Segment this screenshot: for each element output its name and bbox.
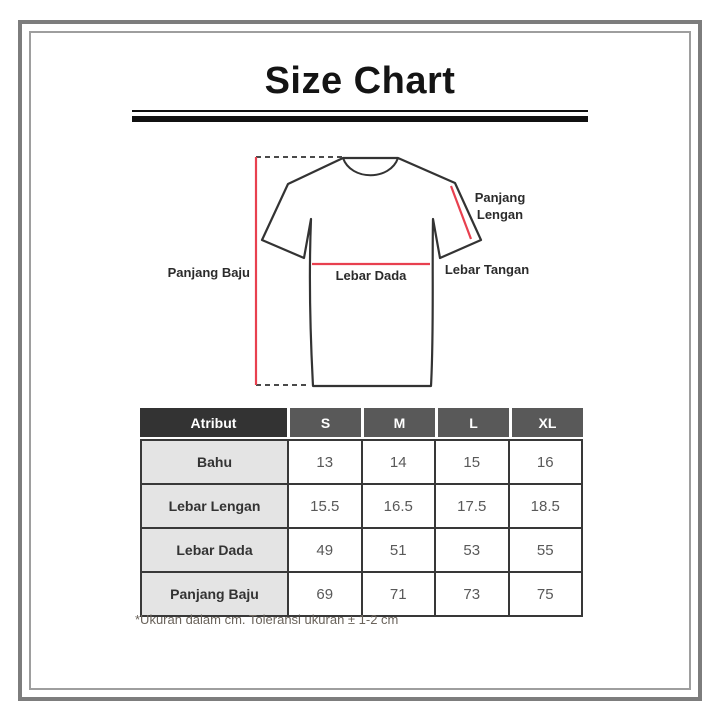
table-row-lebar-lengan <box>142 483 581 527</box>
row-label: Panjang Baju <box>142 573 287 615</box>
table-row-lebar-dada <box>142 527 581 571</box>
cell-value: 73 <box>434 573 508 615</box>
table-header-row <box>140 408 583 437</box>
column-header-atribut: Atribut <box>140 408 287 437</box>
page-title: Size Chart <box>264 60 456 102</box>
cell-value: 16 <box>508 441 582 483</box>
row-label: Lebar Dada <box>142 529 287 571</box>
cell-value: 75 <box>508 573 582 615</box>
cell-value: 53 <box>434 529 508 571</box>
title-divider-thin <box>132 110 588 112</box>
column-header-xl: XL <box>512 408 583 437</box>
label-lebar-dada: Lebar Dada <box>335 268 407 283</box>
table-body <box>140 439 583 617</box>
cell-value: 13 <box>287 441 361 483</box>
cell-value: 17.5 <box>434 485 508 527</box>
cell-value: 15.5 <box>287 485 361 527</box>
cell-value: 69 <box>287 573 361 615</box>
label-panjang-lengan: Panjang Lengan <box>474 190 526 222</box>
cell-value: 18.5 <box>508 485 582 527</box>
cell-value: 16.5 <box>361 485 435 527</box>
title-divider-thick <box>132 116 588 122</box>
label-panjang-baju: Panjang Baju <box>167 265 250 280</box>
cell-value: 15 <box>434 441 508 483</box>
label-lebar-tangan: Lebar Tangan <box>444 262 530 277</box>
cell-value: 71 <box>361 573 435 615</box>
column-header-l: L <box>438 408 509 437</box>
column-header-s: S <box>290 408 361 437</box>
cell-value: 14 <box>361 441 435 483</box>
cell-value: 51 <box>361 529 435 571</box>
row-label: Bahu <box>142 441 287 483</box>
cell-value: 55 <box>508 529 582 571</box>
cell-value: 49 <box>287 529 361 571</box>
row-label: Lebar Lengan <box>142 485 287 527</box>
column-header-m: M <box>364 408 435 437</box>
table-row-panjang-baju <box>142 571 581 615</box>
footnote: *Ukuran dalam cm. Toleransi ukuran ± 1-2 cm <box>135 612 399 627</box>
table-row-bahu <box>142 441 581 483</box>
size-table <box>140 408 583 617</box>
